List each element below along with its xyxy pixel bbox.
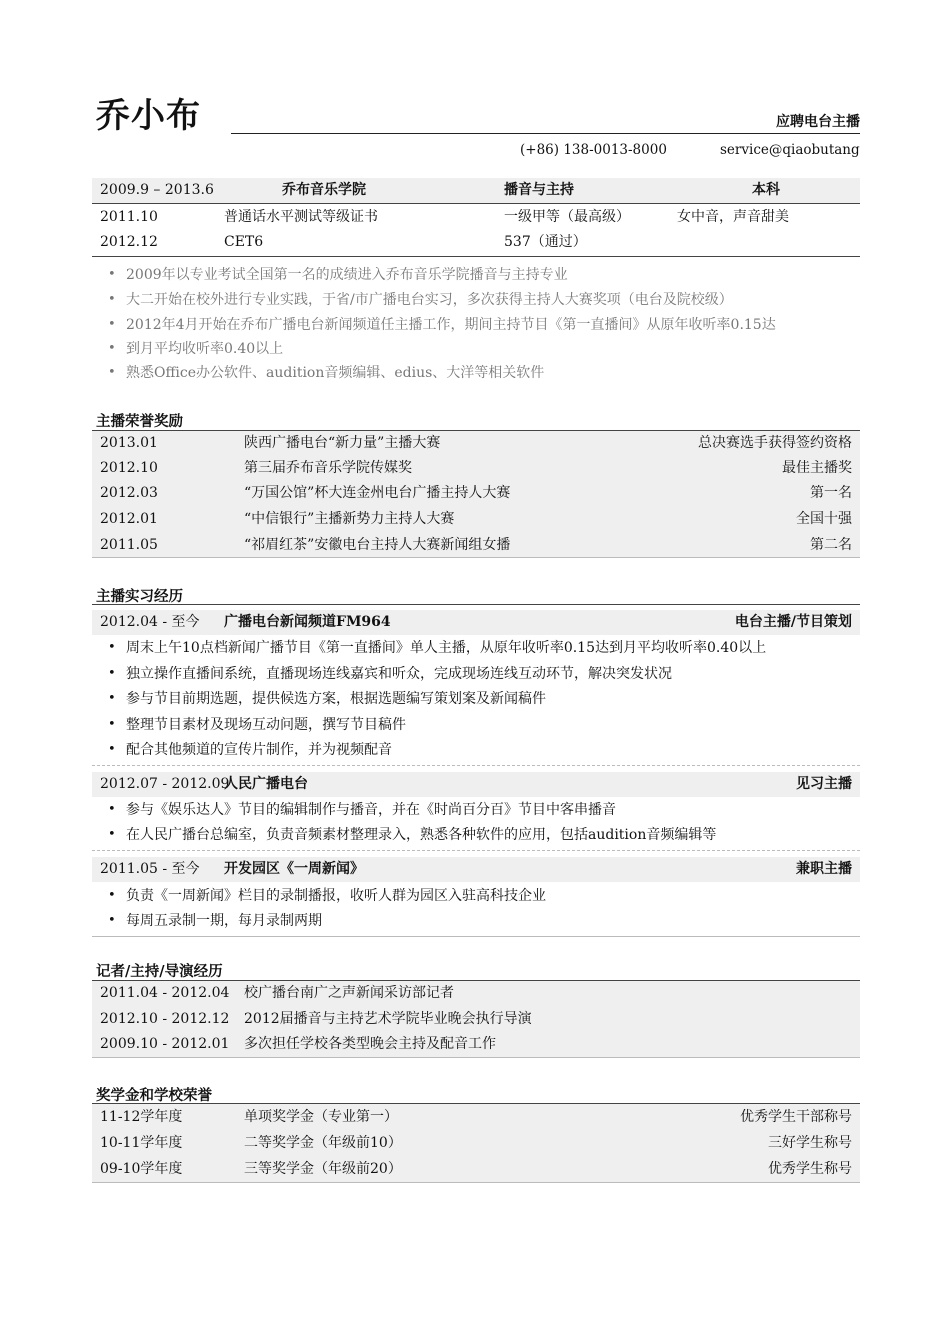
education-major: 播音与主持 (504, 182, 574, 198)
candidate-name: 乔小布 (96, 96, 201, 136)
award-result: 最佳主播奖 (782, 460, 852, 476)
reporter-desc: 2012届播音与主持艺术学院毕业晚会执行导演 (244, 1011, 532, 1027)
award-result: 全国十强 (796, 511, 852, 527)
award-name: “万国公馆”杯大连金州电台广播主持人大赛 (244, 485, 511, 501)
scholarship-honor: 三好学生称号 (768, 1135, 852, 1151)
reporter-row (92, 981, 860, 1006)
scholarship-row (92, 1131, 860, 1156)
summary-item-continued: • 到月平均收听率0.40以上 (108, 337, 283, 361)
internship-section-title: 主播实习经历 (96, 588, 183, 605)
reporter-section-title: 记者/主持/导演经历 (96, 963, 223, 980)
award-row (92, 456, 860, 481)
divider (92, 936, 860, 937)
award-date: 2013.01 (100, 435, 158, 451)
job-period: 2012.04 - 至今 (100, 614, 200, 630)
summary-item: • 2012年4月开始在乔布广播电台新闻频道任主播工作，期间主持节目《第一直播间》从原年收听率0.15达 (108, 313, 776, 337)
job-org: 人民广播电台 (224, 776, 308, 792)
job-role: 电台主播/节目策划 (734, 614, 852, 630)
reporter-desc: 多次担任学校各类型晚会主持及配音工作 (244, 1036, 496, 1052)
award-result: 第二名 (810, 537, 852, 553)
job-bullet: • 参与节目前期选题，提供候选方案，根据选题编写策划案及新闻稿件 (108, 687, 546, 711)
scholarship-name: 二等奖学金（年级前10） (244, 1135, 402, 1151)
education-period: 2009.9 – 2013.6 (100, 182, 214, 198)
divider (92, 765, 860, 766)
award-result: 总决赛选手获得签约资格 (698, 435, 852, 451)
education-degree: 本科 (752, 182, 780, 198)
reporter-period: 2011.04 - 2012.04 (100, 985, 230, 1001)
job-bullet: • 独立操作直播间系统，直播现场连线嘉宾和听众，完成现场连线互动环节，解决突发状况 (108, 662, 672, 686)
award-name: 陕西广播电台“新力量”主播大赛 (244, 435, 441, 451)
scholarship-section-title: 奖学金和学校荣誉 (96, 1087, 212, 1104)
scholarship-honor: 优秀学生干部称号 (740, 1109, 852, 1125)
divider (92, 850, 860, 851)
job-role: 见习主播 (796, 776, 852, 792)
reporter-row (92, 1007, 860, 1032)
reporter-desc: 校广播台南广之声新闻采访部记者 (244, 985, 454, 1001)
awards-section-title: 主播荣誉奖励 (96, 413, 183, 430)
reporter-period: 2009.10 - 2012.01 (100, 1036, 230, 1052)
job-bullet: • 参与《娱乐达人》节目的编辑制作与播音，并在《时尚百分百》节目中客串播音 (108, 798, 616, 822)
cert-level: 一级甲等（最高级） (504, 209, 630, 225)
divider (92, 256, 860, 257)
scholarship-name: 三等奖学金（年级前20） (244, 1161, 402, 1177)
job-bullet: • 每周五录制一期，每月录制两期 (108, 909, 322, 933)
summary-item: • 熟悉Office办公软件、audition音频编辑、edius、大洋等相关软件 (108, 361, 544, 385)
job-role: 兼职主播 (796, 861, 852, 877)
award-date: 2012.10 (100, 460, 158, 476)
scholarship-year: 10-11学年度 (100, 1135, 183, 1151)
award-row (92, 533, 860, 558)
award-date: 2012.03 (100, 485, 158, 501)
email-address: service@qiaobutang (720, 142, 860, 158)
job-header (92, 610, 860, 635)
cert-name: CET6 (224, 234, 264, 250)
cert-name: 普通话水平测试等级证书 (224, 209, 378, 225)
award-name: 第三届乔布音乐学院传媒奖 (244, 460, 412, 476)
award-name: “中信银行”主播新势力主持人大赛 (244, 511, 455, 527)
scholarship-name: 单项奖学金（专业第一） (244, 1109, 398, 1125)
cert-row (92, 230, 860, 255)
award-date: 2011.05 (100, 537, 158, 553)
cert-date: 2012.12 (100, 234, 158, 250)
job-header (92, 772, 860, 797)
divider (92, 604, 860, 605)
job-org: 广播电台新闻频道FM964 (224, 614, 391, 630)
phone-number: (+86) 138-0013-8000 (520, 142, 667, 158)
scholarship-row (92, 1157, 860, 1182)
cert-row (92, 205, 860, 230)
award-name: “祁眉红茶”安徽电台主持人大赛新闻组女播 (244, 537, 511, 553)
divider (92, 1057, 860, 1058)
cert-note: 女中音，声音甜美 (677, 209, 789, 225)
job-bullet: • 在人民广播台总编室，负责音频素材整理录入，熟悉各种软件的应用，包括audition音频编辑等 (108, 823, 716, 847)
scholarship-year: 11-12学年度 (100, 1109, 183, 1125)
divider (92, 557, 860, 558)
job-bullet: • 整理节目素材及现场互动问题，撰写节目稿件 (108, 713, 406, 737)
job-title: 应聘电台主播 (231, 112, 860, 134)
divider (92, 203, 860, 204)
job-period: 2011.05 - 至今 (100, 861, 200, 877)
award-row (92, 481, 860, 506)
award-row (92, 431, 860, 456)
job-bullet: • 配合其他频道的宣传片制作，并为视频配音 (108, 738, 392, 762)
education-school: 乔布音乐学院 (282, 182, 366, 198)
scholarship-honor: 优秀学生称号 (768, 1161, 852, 1177)
job-header (92, 857, 860, 882)
scholarship-year: 09-10学年度 (100, 1161, 183, 1177)
award-result: 第一名 (810, 485, 852, 501)
job-bullet: • 周末上午10点档新闻广播节目《第一直播间》单人主播，从原年收听率0.15达到月平均收听率0.40以上 (108, 636, 766, 660)
cert-date: 2011.10 (100, 209, 158, 225)
cert-level: 537（通过） (504, 234, 587, 250)
education-row (92, 178, 860, 203)
reporter-period: 2012.10 - 2012.12 (100, 1011, 230, 1027)
reporter-row (92, 1032, 860, 1057)
job-org: 开发园区《一周新闻》 (224, 861, 364, 877)
summary-item: • 2009年以专业考试全国第一名的成绩进入乔布音乐学院播音与主持专业 (108, 263, 568, 287)
summary-item: • 大二开始在校外进行专业实践，于省/市广播电台实习，多次获得主持人大赛奖项（电台及院校级） (108, 288, 733, 312)
award-date: 2012.01 (100, 511, 158, 527)
divider (92, 1182, 860, 1183)
job-period: 2012.07 - 2012.09 (100, 776, 230, 792)
award-row (92, 507, 860, 532)
scholarship-row (92, 1105, 860, 1130)
job-bullet: • 负责《一周新闻》栏目的录制播报，收听人群为园区入驻高科技企业 (108, 884, 546, 908)
